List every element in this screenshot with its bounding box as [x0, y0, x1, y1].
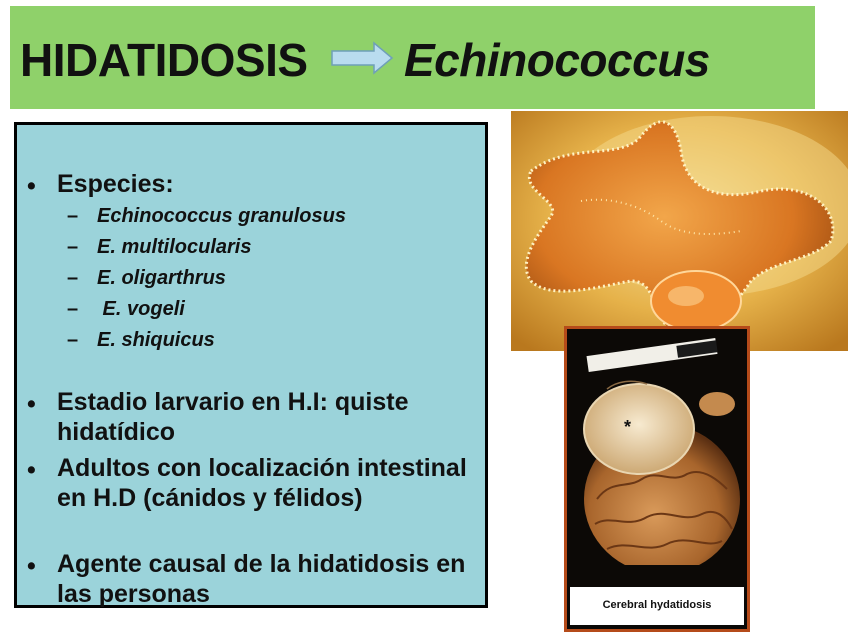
species-item: E. shiquicus	[97, 329, 215, 351]
dash-icon: –	[67, 236, 79, 258]
scolex-photo	[511, 111, 848, 351]
dash-icon: –	[67, 298, 79, 320]
point-item: Agente causal de la hidatidosis en las personas	[57, 550, 466, 608]
brain-caption-box	[570, 587, 744, 625]
dash-icon: –	[67, 329, 79, 351]
slide-subtitle: Echinococcus	[404, 34, 710, 86]
bullet-icon: •	[27, 390, 36, 418]
dash-icon: –	[67, 267, 79, 289]
point-item: Adultos con localización intestinal en H.D (cánidos y félidos)	[57, 454, 467, 512]
bullet-icon: •	[27, 172, 36, 200]
point-item: Estadio larvario en H.I: quiste hidatídico	[57, 388, 409, 446]
slide-title: HIDATIDOSIS	[20, 34, 308, 86]
bullet-icon: •	[27, 552, 36, 580]
species-heading: Especies:	[57, 170, 174, 198]
dash-icon: –	[67, 205, 79, 227]
content-box	[14, 122, 488, 608]
species-item: Echinococcus granulosus	[97, 205, 346, 227]
cyst-marker: *	[624, 417, 632, 437]
brain-photo	[564, 326, 750, 632]
brain-illustration	[567, 329, 747, 587]
right-arrow-icon	[330, 40, 394, 76]
species-item: E. oligarthrus	[97, 267, 226, 289]
species-item: E. multilocularis	[97, 236, 252, 258]
scolex-illustration	[511, 111, 848, 351]
species-item: E. vogeli	[97, 298, 185, 320]
brain-caption: Cerebral hydatidosis	[602, 599, 712, 611]
bullet-icon: •	[27, 456, 36, 484]
